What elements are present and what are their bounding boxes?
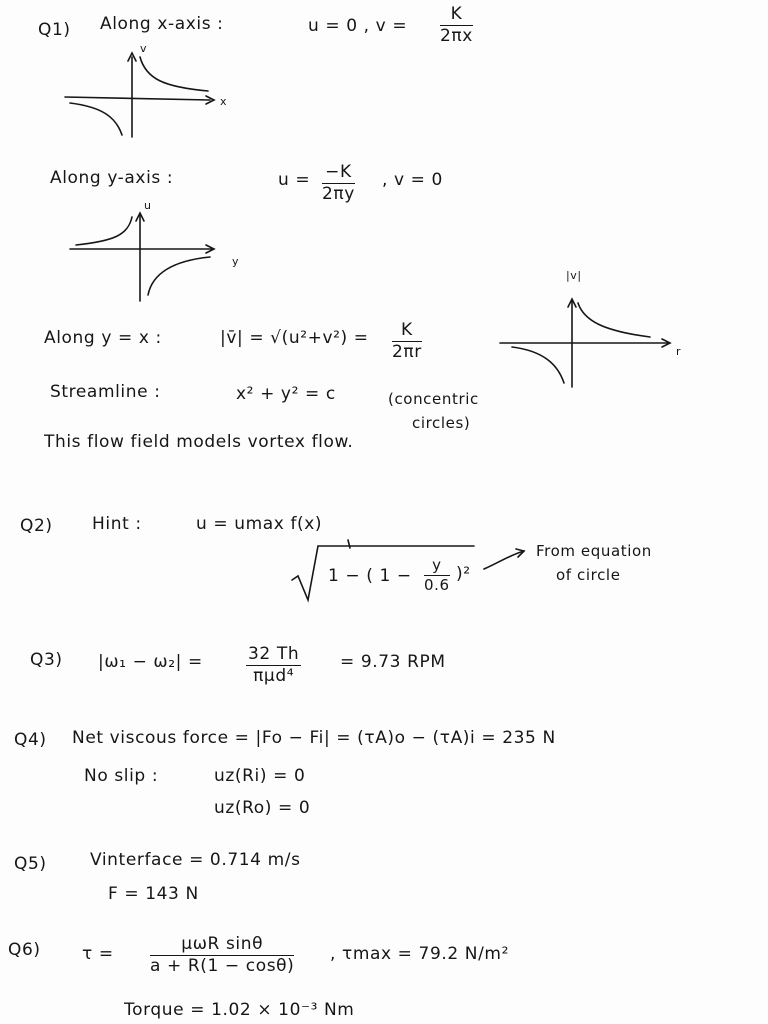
q1-streamline-equation: x² + y² = c [236,384,336,404]
speed-axis-label: |v| [566,269,582,282]
q1-along-y-equation-post: , v = 0 [382,170,443,190]
fraction-numerator: y [424,558,450,576]
arrow-shaft [484,551,524,569]
q2-hint-label: Hint : [92,514,142,534]
v-axis-label: v [140,42,148,55]
q2-note-line1: From equation [536,542,652,560]
q1-along-yx-label: Along y = x : [44,328,162,348]
u-vs-y-graph [60,205,260,305]
q1-along-yx-equation: |v̄| = √(u²+v²) = [220,328,369,348]
q1-streamline-note-line2: circles) [412,414,471,432]
fraction-denominator: 2πy [322,184,355,204]
fraction-numerator: −K [322,164,355,184]
fraction-numerator: 32 Th [248,644,300,664]
q1-label: Q1) [38,20,71,40]
q2-arrow [480,545,530,575]
r-axis-label: r [676,345,682,358]
q5-force: F = 143 N [108,884,199,904]
q1-streamline-label: Streamline : [50,382,161,402]
q6-tau-max: , τmax = 79.2 N/m² [330,944,510,964]
q1-along-x-fraction [440,6,473,45]
x-axis-line [65,97,210,100]
fraction-denominator: a + R(1 − cosθ) [150,956,295,976]
q3-fraction [246,646,301,685]
y-axis-label: y [232,255,240,268]
q4-boundary-condition-2: uz(Ro) = 0 [214,798,311,818]
q6-label: Q6) [8,940,41,960]
q6-torque: Torque = 1.02 × 10⁻³ Nm [124,1000,355,1020]
q5-label: Q5) [14,854,47,874]
q3-result: = 9.73 RPM [340,652,446,672]
fraction-denominator: 2πx [440,26,473,46]
q1-along-y-fraction [322,164,355,203]
q2-note-line2: of circle [556,566,621,584]
q4-label: Q4) [14,730,47,750]
v-vs-x-graph [60,42,260,145]
q2-equation: u = umax f(x) [196,514,323,534]
right-branch-curve [578,303,650,337]
fraction-denominator: 2πr [392,342,422,362]
q2-sqrt-tail: )² [456,564,471,584]
q2-fraction [424,558,450,593]
q4-net-force-text: Net viscous force = |Fo − Fi| = (τA)o − (τA)i = 235 N [72,728,556,748]
q6-equation-pre: τ = [82,944,114,964]
positive-y-branch-curve [148,257,210,295]
negative-branch-curve [70,103,122,135]
fraction-denominator: πμd⁴ [253,666,295,686]
fraction-numerator: K [440,6,473,26]
positive-branch-curve [140,57,208,91]
q5-interface-velocity: Vinterface = 0.714 m/s [90,850,301,870]
q2-label: Q2) [20,516,53,536]
speed-vs-r-graph [500,285,700,395]
q1-along-y-equation-pre: u = [278,170,311,190]
negative-y-branch-curve [76,217,132,245]
q1-streamline-note-line1: (concentric [388,390,479,408]
fraction-numerator: μωR sinθ [150,936,294,956]
q1-along-yx-fraction [392,322,422,361]
q3-label: Q3) [30,650,63,670]
fraction-numerator: K [392,322,422,342]
q1-along-x-equation: u = 0 , v = [308,16,408,36]
fraction-denominator: 0.6 [424,576,450,594]
q1-along-y-label: Along y-axis : [50,168,174,188]
left-branch-curve [512,347,564,383]
q6-fraction [150,936,294,975]
q4-no-slip-label: No slip : [84,766,159,786]
q1-along-x-label: Along x-axis : [100,14,224,34]
q2-sqrt-expression: 1 − ( 1 − [328,566,412,586]
q1-conclusion: This flow field models vortex flow. [44,432,354,452]
q3-equation-pre: |ω₁ − ω₂| = [98,652,203,672]
q4-boundary-condition-1: uz(Ri) = 0 [214,766,306,786]
x-axis-label: x [220,95,228,108]
u-axis-label: u [144,199,152,212]
